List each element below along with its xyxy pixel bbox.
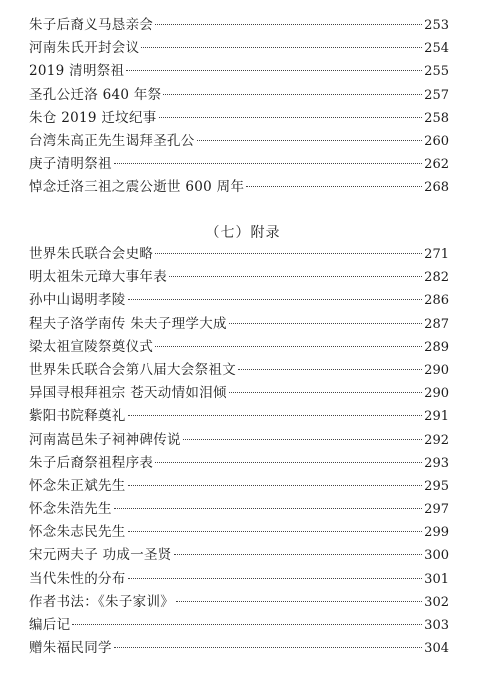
toc-entry[interactable] <box>29 498 449 521</box>
entry-page: 290 <box>424 362 449 378</box>
toc-section-1 <box>29 14 449 200</box>
entry-page: 304 <box>424 641 449 657</box>
entry-page: 303 <box>424 618 449 633</box>
entry-page: 268 <box>424 180 449 196</box>
leader-dots <box>128 531 423 532</box>
appendix-heading: （七）附录 <box>205 225 281 241</box>
entry-page: 257 <box>424 87 449 103</box>
entry-title: 世界朱氏联合会史略 <box>29 246 154 262</box>
entry-title: 朱子后裔祭祖程序表 <box>29 454 154 471</box>
entry-page: 254 <box>424 41 449 57</box>
entry-page: 289 <box>424 339 449 355</box>
entry-page: 295 <box>424 478 449 494</box>
entry-page: 282 <box>424 270 449 286</box>
entry-page: 262 <box>424 157 449 173</box>
leader-dots <box>155 462 422 463</box>
entry-title: 圣孔公迁洛 640 年祭 <box>29 86 162 103</box>
entry-title: 河南朱氏开封会议 <box>29 40 140 57</box>
leader-dots <box>246 186 422 187</box>
entry-page: 293 <box>424 455 449 471</box>
entry-title: 怀念朱浩先生 <box>29 501 112 518</box>
toc-entry[interactable] <box>29 475 449 498</box>
toc-entry[interactable] <box>29 60 449 83</box>
entry-page: 301 <box>424 571 449 587</box>
entry-page: 271 <box>424 247 449 262</box>
toc-entry[interactable] <box>29 359 449 382</box>
entry-page: 300 <box>424 548 449 564</box>
leader-dots <box>141 47 422 48</box>
entry-page: 286 <box>424 293 449 309</box>
toc-entry[interactable] <box>29 382 449 405</box>
entry-page: 292 <box>424 432 449 448</box>
leader-dots <box>126 70 422 71</box>
entry-title: 朱仓 2019 迁坟纪事 <box>29 109 157 126</box>
toc-entry[interactable] <box>29 14 449 37</box>
entry-title: 作者书法：《朱子家训》 <box>29 593 175 610</box>
toc-entry[interactable] <box>29 266 449 289</box>
leader-dots <box>114 647 422 648</box>
leader-dots <box>197 140 423 141</box>
entry-page: 291 <box>424 409 449 425</box>
entry-title: 悼念迁洛三祖之震公逝世 600 周年 <box>29 179 245 196</box>
entry-title: 怀念朱正斌先生 <box>29 477 126 494</box>
entry-title: 庚子清明祭祖 <box>29 156 112 173</box>
leader-dots <box>72 624 422 625</box>
leader-dots <box>174 554 423 555</box>
leader-dots <box>128 299 423 300</box>
toc-entry[interactable] <box>29 614 449 637</box>
toc-entry[interactable] <box>29 84 449 107</box>
entry-title: 宋元两夫子 功成一圣贤 <box>29 547 172 564</box>
entry-page: 287 <box>424 316 449 332</box>
leader-dots <box>128 578 423 579</box>
toc-entry[interactable] <box>29 153 449 176</box>
toc-entry[interactable] <box>29 544 449 567</box>
leader-dots <box>229 392 422 393</box>
entry-page: 299 <box>424 525 449 541</box>
toc-entry[interactable] <box>29 452 449 475</box>
leader-dots <box>128 415 423 416</box>
entry-page: 255 <box>424 64 449 80</box>
toc-entry[interactable] <box>29 107 449 130</box>
entry-title: 孙中山谒明孝陵 <box>29 292 126 309</box>
entry-page: 258 <box>424 110 449 126</box>
entry-title: 异国寻根拜祖宗 苍天动情如泪倾 <box>29 385 227 402</box>
leader-dots <box>238 369 422 370</box>
toc-entry[interactable] <box>29 568 449 591</box>
toc-entry[interactable] <box>29 289 449 312</box>
entry-title: 程夫子洛学南传 朱夫子理学大成 <box>29 315 227 332</box>
leader-dots <box>163 94 422 95</box>
leader-dots <box>176 601 422 602</box>
toc-entry[interactable] <box>29 405 449 428</box>
toc-entry[interactable] <box>29 130 449 153</box>
toc-entry[interactable] <box>29 637 449 660</box>
entry-title: 紫阳书院释奠礼 <box>29 408 126 425</box>
leader-dots <box>155 346 422 347</box>
toc-entry[interactable] <box>29 313 449 336</box>
toc-entry[interactable] <box>29 521 449 544</box>
entry-page: 253 <box>424 18 449 33</box>
entry-title: 2019 清明祭祖 <box>29 63 125 80</box>
entry-title: 朱子后裔义马恳亲会 <box>29 17 154 33</box>
entry-title: 编后记 <box>29 617 71 633</box>
leader-dots <box>155 253 422 254</box>
leader-dots <box>159 117 423 118</box>
toc-entry[interactable] <box>29 243 449 266</box>
entry-page: 260 <box>424 133 449 149</box>
toc-entry[interactable] <box>29 591 449 614</box>
leader-dots <box>114 163 422 164</box>
leader-dots <box>128 485 423 486</box>
entry-page: 290 <box>424 386 449 402</box>
leader-dots <box>155 24 422 25</box>
leader-dots <box>229 323 422 324</box>
leader-dots <box>114 508 422 509</box>
toc-entry[interactable] <box>29 37 449 60</box>
entry-title: 当代朱性的分布 <box>29 570 126 587</box>
toc-entry[interactable] <box>29 176 449 199</box>
toc-entry[interactable] <box>29 336 449 359</box>
entry-title: 明太祖朱元璋大事年表 <box>29 269 167 286</box>
leader-dots <box>183 439 422 440</box>
leader-dots <box>169 276 422 277</box>
entry-title: 怀念朱志民先生 <box>29 524 126 541</box>
entry-page: 302 <box>424 594 449 610</box>
toc-entry[interactable] <box>29 429 449 452</box>
entry-title: 河南嵩邑朱子祠神碑传说 <box>29 431 181 448</box>
entry-title: 世界朱氏联合会第八届大会祭祖文 <box>29 361 236 378</box>
toc-section-2 <box>29 243 449 660</box>
entry-title: 梁太祖宣陵祭奠仪式 <box>29 338 154 355</box>
entry-title: 赠朱福民同学 <box>29 640 112 657</box>
entry-title: 台湾朱高正先生谒拜圣孔公 <box>29 132 195 149</box>
entry-page: 297 <box>424 502 449 518</box>
